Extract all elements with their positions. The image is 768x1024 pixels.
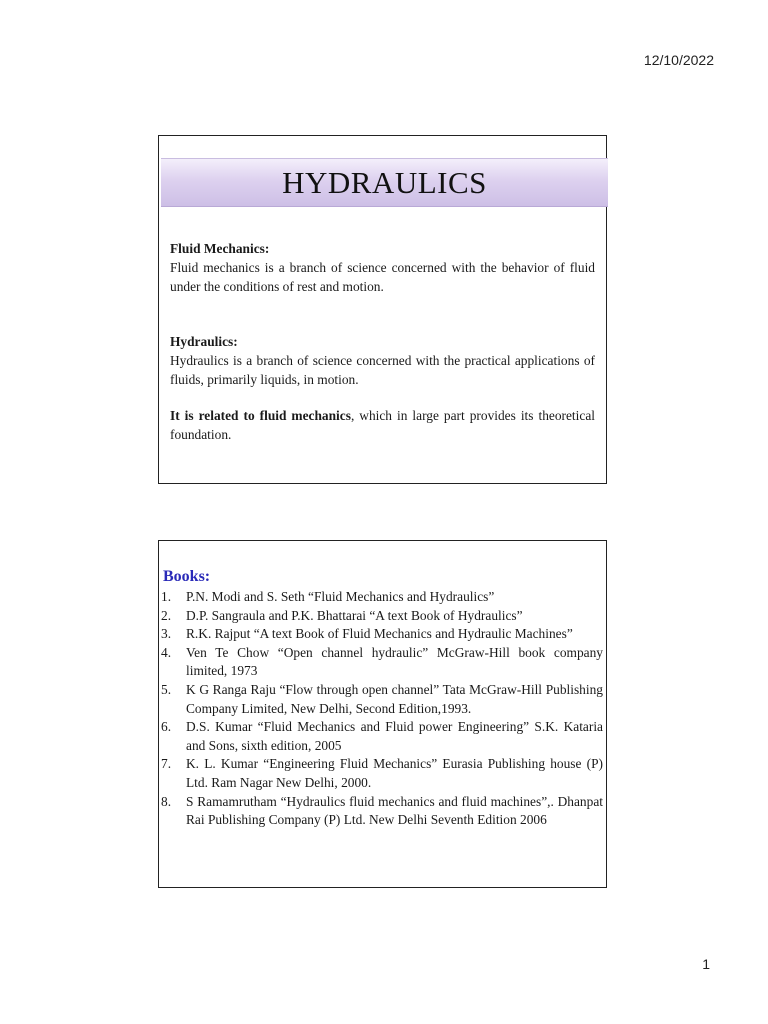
slide-body: [170, 239, 595, 444]
slide-hydraulics: [158, 135, 607, 484]
book-text: D.P. Sangraula and P.K. Bhattarai “A text Book of Hydraulics”: [186, 607, 523, 623]
slide-books: [158, 540, 607, 888]
book-number: 4.: [161, 644, 172, 660]
book-text: Ven Te Chow “Open channel hydraulic” McGraw-Hill book company limited, 1973: [186, 644, 603, 679]
fluid-mechanics-text: Fluid mechanics is a branch of science concerned with the behavior of fluid under the conditions of rest and motion.: [170, 260, 595, 294]
list-item: [161, 793, 603, 830]
book-number: 1.: [161, 589, 172, 604]
list-item: [161, 681, 603, 718]
books-title: Books:: [163, 568, 211, 585]
book-number: 2.: [161, 607, 172, 623]
page-date: 12/10/2022: [643, 52, 714, 68]
book-number: 5.: [161, 681, 172, 697]
page-number: 1: [702, 956, 710, 972]
related-paragraph: [170, 406, 595, 444]
book-text: K G Ranga Raju “Flow through open channel” Tata McGraw-Hill Publishing Company Limited, New Delhi, Second Edition,1993.: [186, 681, 603, 716]
list-item: [161, 718, 603, 755]
book-text: D.S. Kumar “Fluid Mechanics and Fluid power Engineering” S.K. Kataria and Sons, sixth edition, 2005: [186, 719, 603, 753]
related-bold: It is related to fluid mechanics: [170, 408, 351, 423]
slide-title: HYDRAULICS: [282, 164, 487, 200]
hydraulics-heading: Hydraulics:: [170, 334, 238, 349]
book-number: 7.: [161, 756, 172, 772]
book-number: 6.: [161, 719, 172, 735]
book-number: 8.: [161, 793, 172, 809]
list-item: [161, 625, 603, 644]
book-text: S Ramamrutham “Hydraulics fluid mechanics and fluid machines”,. Dhanpat Rai Publishing Company (P) Ltd. New Delhi Seventh Edition 2006: [186, 793, 603, 828]
book-number: 3.: [161, 626, 172, 642]
book-text: P.N. Modi and S. Seth “Fluid Mechanics and Hydraulics”: [186, 589, 495, 604]
related-rest: , which in large part provides its theoretical foundation.: [170, 408, 595, 442]
fluid-mechanics-heading: Fluid Mechanics:: [170, 241, 270, 256]
list-item: [161, 588, 603, 607]
title-band: [161, 158, 608, 207]
books-list: [161, 588, 603, 830]
list-item: [161, 607, 603, 626]
book-text: R.K. Rajput “A text Book of Fluid Mechanics and Hydraulic Machines”: [186, 626, 573, 642]
book-text: K. L. Kumar “Engineering Fluid Mechanics” Eurasia Publishing house (P) Ltd. Ram Nagar New Delhi, 2000.: [186, 756, 603, 790]
list-item: [161, 755, 603, 792]
list-item: [161, 644, 603, 681]
hydraulics-text: Hydraulics is a branch of science concerned with the practical applications of fluids, primarily liquids, in motion.: [170, 353, 595, 387]
